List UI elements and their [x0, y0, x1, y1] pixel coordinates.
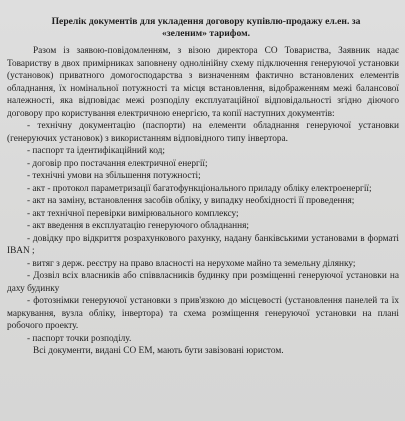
list-item: - фотознімки генеруючої установки з прив'язкою до місцевості (установлення панелей та їх маркування, вузла обліку, інвертора) та схема розміщення генеруючої установки на плані робочого проекту. [7, 296, 399, 331]
list-item: - паспорт точки розподілу. [27, 333, 132, 344]
list-item: - паспорт та ідентифікаційний код; [27, 146, 165, 156]
list-item: - договір про постачання електричної енергії; [27, 158, 208, 169]
title-line-1: Перелік документів для укладення договору купівлю-продажу ел.ен. за [51, 16, 361, 27]
closing-paragraph: Всі документи, видані СО ЕМ, мають бути завізовані юристом. [33, 346, 284, 356]
document-title [20, 16, 392, 40]
list-item: - витяг з держ. реєстру на право власності на нерухоме майно та земельну ділянку; [27, 258, 356, 269]
intro-paragraph: Разом із заявою-повідомленням, з візою директора СО Товариства, Заявник надає Товариству в двох примірниках заповнену однолінійну схему підключення генеруючої установки (установок) приватного домогосподарства з визначенням фактично встановлених елементів обладнання, їх номінальної потужності та місця встановлення, відображенням межі балансової належності, яка відповідає межі розподілу експлуатаційної відповідальності згідно діючого договору про користування електричною енергією, та копії наступних документів: [7, 46, 399, 119]
list-item: - технічну документацію (паспорти) на елементи обладнання генеруючої установки (генеруючих установок) з використанням відповідного типу інвертора. [7, 121, 399, 144]
document-body [7, 45, 399, 358]
list-item: - довідку про відкриття розрахункового рахунку, надану банківськими установами в форматі IBAN ; [7, 233, 399, 256]
list-item: - акт технічної перевірки вимірювального комплексу; [27, 208, 239, 219]
list-item: - акт на заміну, встановлення засобів обліку, у випадку необхідності її проведення; [27, 196, 355, 206]
list-item: - акт - протокол параметризації багатофункціонального приладу обліку електроенергії; [27, 183, 372, 194]
list-item: - акт введення в експлуатацію генеруючого обладнання; [27, 221, 249, 231]
title-line-2: «зеленим» тарифом. [161, 28, 250, 39]
list-item: - Дозвіл всіх власників або співвласників будинку при розміщенні генеруючої установки на даху будинку [7, 271, 399, 294]
list-item: - технічні умови на збільшення потужності; [27, 171, 201, 181]
